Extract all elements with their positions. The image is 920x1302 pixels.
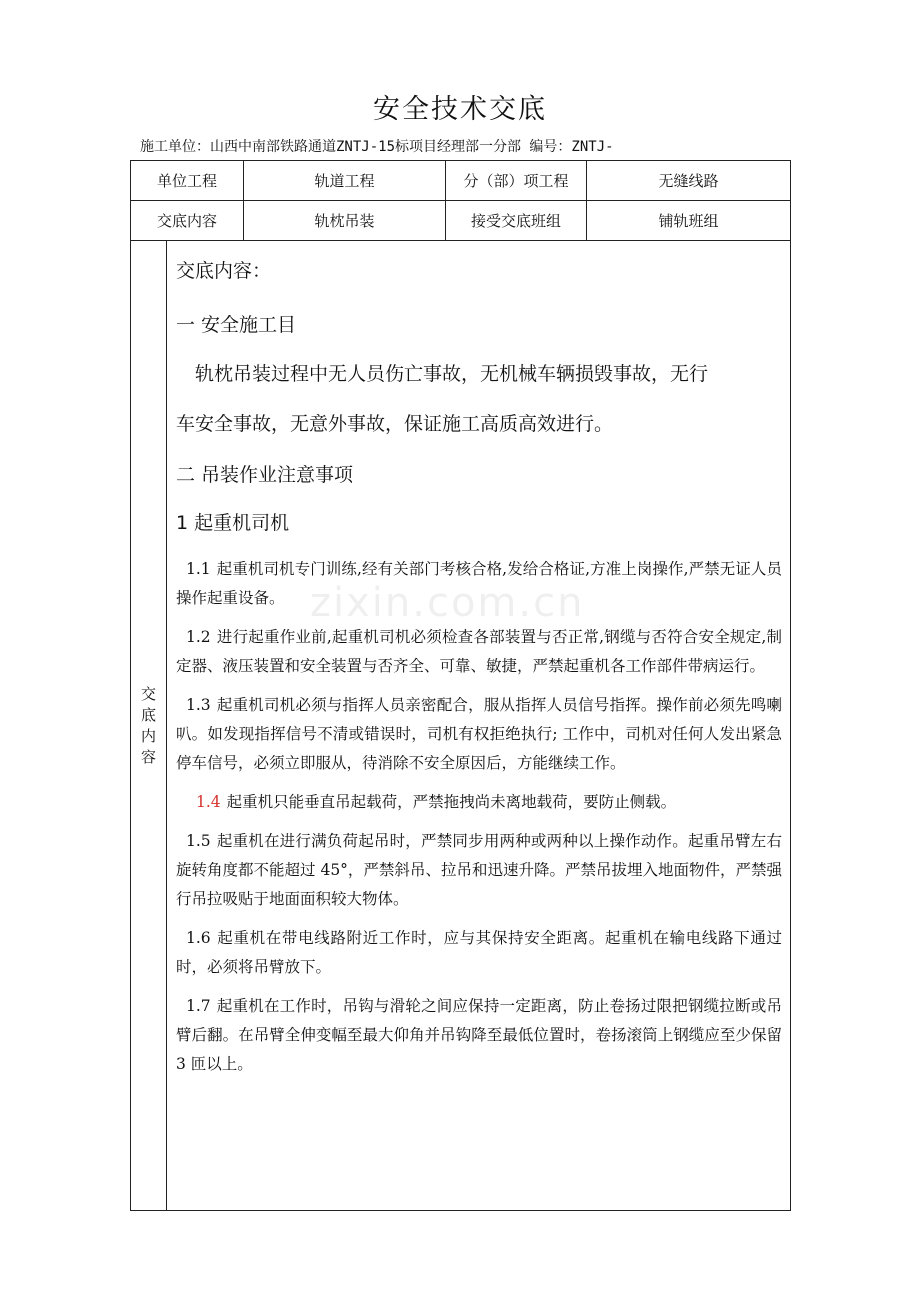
item-text: 起重机在进行满负荷起吊时，严禁同步用两种或两种以上操作动作。起重吊臂左右旋转角度都不能超过 45°，严禁斜吊、拉吊和迅速升降。严禁吊拔埋入地面物件，严禁强行吊拉吸贴于地面面积较大物体。 (176, 832, 782, 908)
item-number: 1.7 (186, 997, 211, 1015)
item-text: 起重机在工作时，吊钩与滑轮之间应保持一定距离，防止卷扬过限把钢缆拉断或吊臂后翻。在吊臂全伸变幅至最大仰角并吊钩降至最低位置时，卷扬滚筒上钢缆应至少保留 3 匝以上。 (176, 997, 782, 1073)
item-number: 1.3 (186, 696, 211, 714)
disclosure-content-value: 轨枕吊装 (244, 201, 446, 241)
table-row-body (131, 241, 791, 1211)
item-number: 1.1 (186, 560, 211, 578)
item-text: 起重机司机必须与指挥人员亲密配合，服从指挥人员信号指挥。操作前必须先鸣喇叭。如发现指挥信号不清或错误时，司机有权拒绝执行; 工作中，司机对任何人发出紧急停车信号，必须立即服从，待消除不安全原因后，方能继续工作。 (176, 696, 782, 772)
item-text: 起重机只能垂直吊起载荷，严禁拖拽尚未离地载荷，要防止侧载。 (226, 793, 677, 811)
unit-project-value: 轨道工程 (244, 161, 446, 201)
receiving-team-value: 铺轨班组 (587, 201, 791, 241)
content-intro: 交底内容： (176, 260, 272, 282)
item-number: 1.2 (186, 628, 211, 646)
list-item (176, 788, 782, 817)
side-label-char: 内 (140, 726, 156, 745)
item-text: 起重机司机专门训练,经有关部门考核合格,发给合格证,方准上岗操作,严禁无证人员操作起重设备。 (176, 560, 782, 607)
sub-project-label: 分（部）项工程 (446, 161, 587, 201)
safety-goal (176, 349, 782, 449)
table-row-content (131, 201, 791, 241)
side-label-char: 容 (140, 747, 156, 766)
section1-title: 一 安全施工目 (176, 314, 297, 336)
content-cell (167, 241, 791, 1210)
side-label-char: 交 (140, 684, 156, 703)
document-title: 安全技术交底 (373, 94, 547, 125)
side-label (131, 241, 167, 1210)
safety-goal-line: 轨枕吊装过程中无人员伤亡事故，无机械车辆损毁事故，无行 (195, 363, 709, 385)
list-item (176, 924, 782, 982)
safety-goal-line: 车安全事故，无意外事故，保证施工高质高效进行。 (176, 413, 614, 435)
subsection-title: 1 起重机司机 (176, 512, 290, 534)
section2-title: 二 吊装作业注意事项 (176, 464, 354, 486)
item-text: 进行起重作业前,起重机司机必须检查各部装置与否正常,钢缆与否符合安全规定,制定器、液压装置和安全装置与否齐全、可靠、敏捷，严禁起重机各工作部件带病运行。 (176, 628, 782, 675)
list-item (176, 827, 782, 914)
item-number-highlighted: 1.4 (196, 793, 221, 811)
item-number: 1.5 (186, 832, 211, 850)
unit-project-label: 单位工程 (131, 161, 244, 201)
sub-project-value: 无缝线路 (587, 161, 791, 201)
item-text: 起重机在带电线路附近工作时，应与其保持安全距离。起重机在输电线路下通过时，必须将吊臂放下。 (176, 929, 782, 976)
list-item (176, 691, 782, 778)
side-label-char: 底 (140, 705, 156, 724)
disclosure-table (130, 160, 791, 1211)
disclosure-content-label: 交底内容 (131, 201, 244, 241)
watermark: zixin.com.cn (310, 580, 585, 626)
item-number: 1.6 (186, 929, 211, 947)
receiving-team-label: 接受交底班组 (446, 201, 587, 241)
list-item (176, 623, 782, 681)
table-row-project (131, 161, 791, 201)
unit-line: 施工单位：山西中南部铁路通道ZNTJ-15标项目经理部一分部 编号：ZNTJ- (140, 139, 614, 155)
list-item (176, 992, 782, 1079)
